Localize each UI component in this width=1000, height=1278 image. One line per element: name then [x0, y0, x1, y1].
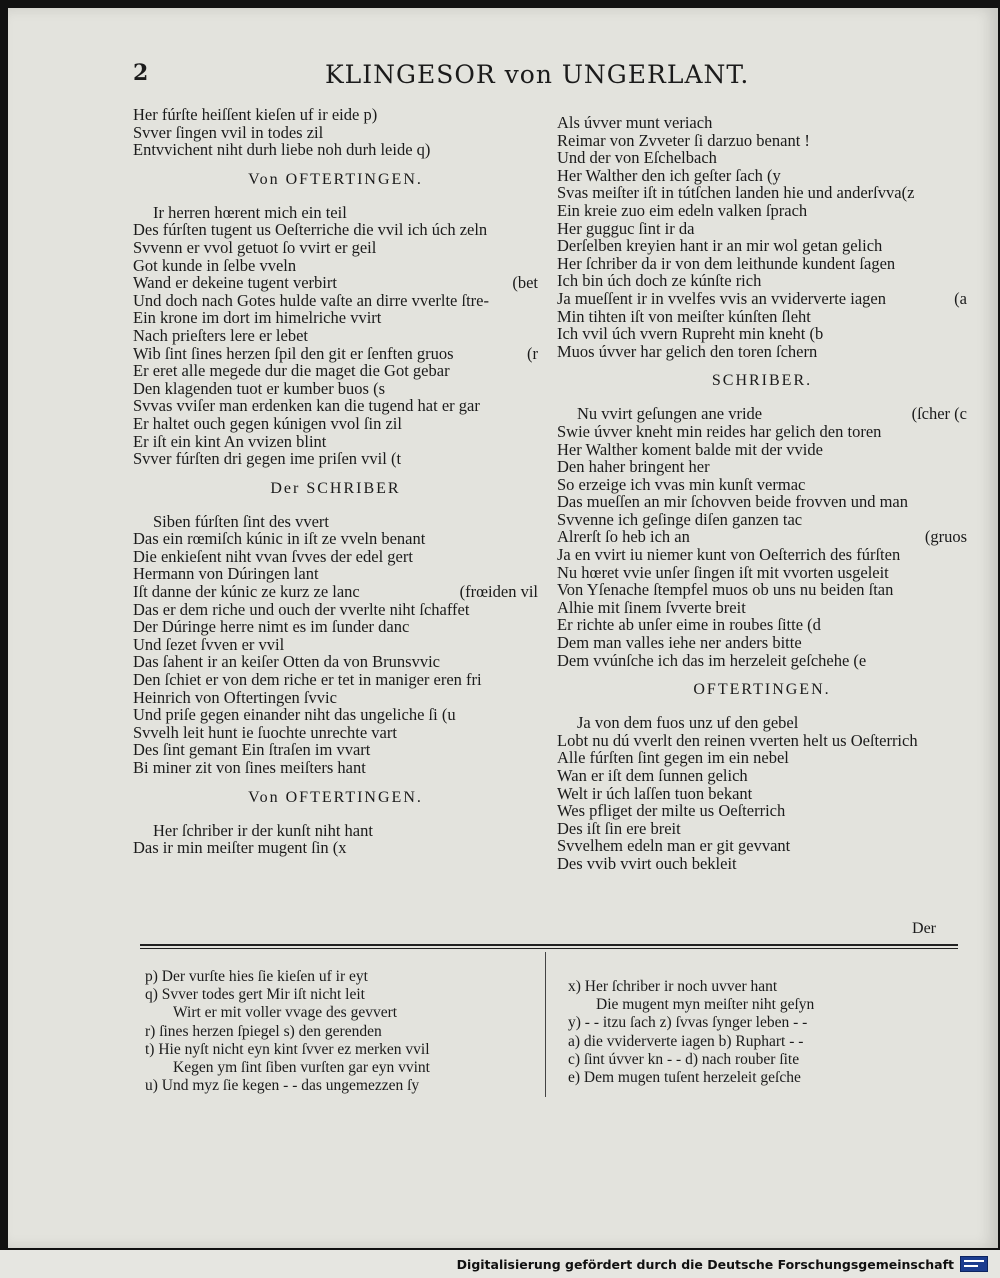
verse-line: Siben fúrſten ſint des vvert [153, 511, 329, 531]
verse-line: Und doch nach Gotes hulde vaſte an dirre vverlte ſtre- [133, 290, 489, 310]
footnote: r) ſines herzen ſpiegel s) den gerenden [145, 1022, 382, 1040]
footnote-marker: (s [373, 378, 386, 398]
verse-line: Des vvib vvirt ouch bekleit [557, 853, 737, 873]
verse-line [557, 184, 967, 202]
section-heading: OFTERTINGEN. [693, 681, 831, 699]
footnotes-left [145, 968, 535, 1095]
verse-line: Als úvver munt veriach [557, 113, 713, 132]
verse-line: Des fúrſten tugent us Oeſterriche die vvil ich úch zeln [133, 220, 488, 240]
right-column [557, 114, 967, 873]
verse-line [133, 839, 538, 857]
verse-line: Das er dem riche und ouch der vverlte niht ſchaffet [133, 599, 470, 619]
dfg-logo-icon [960, 1256, 988, 1272]
verse-line: Nu hœret vvie unſer ſingen iſt mit vvorten usgeleit [557, 562, 889, 582]
turnover-fragment: (gruos [924, 527, 967, 547]
left-column [133, 106, 538, 857]
verse-line: Er haltet ouch gegen kúnigen vvol ſin zil [133, 413, 402, 433]
verse-line: Welt ir úch laſſen tuon bekant [557, 783, 753, 803]
verse-line: Svvelhem edeln man er git gevvant [557, 836, 791, 856]
verse-line: Nach prieſters lere er lebet [133, 325, 308, 345]
footnote: y) - - itzu ſach z) ſvvas ſynger leben - - [568, 1014, 808, 1032]
verse-line [133, 345, 538, 363]
verse-line: Ja von dem fuos unz uf den gebel [577, 713, 799, 733]
footnote: t) Hie nyſt nicht eyn kint ſvver ez merken vvil [145, 1040, 430, 1058]
verse-line [133, 583, 538, 601]
verse-line: Ein krone im dort im himelriche vvirt [133, 308, 382, 328]
footnote: Die mugent myn meiſter niht geſyn [596, 996, 815, 1014]
footnote: e) Dem mugen tuſent herzeleit geſche [568, 1068, 801, 1086]
catchword: Der [912, 920, 936, 937]
verse-line: Alle fúrſten ſint gegen im ein nebel [557, 748, 789, 768]
verse-line [133, 380, 538, 398]
verse-line: Swie úvver kneht min reides har gelich den toren [557, 421, 882, 441]
verse-line: Er iſt ein kint An vvizen blint [133, 431, 327, 451]
verse-text: Wand er dekeine tugent verbirt [133, 273, 337, 293]
verse-line: Ja en vvirt iu niemer kunt von Oeſterrich des fúrſten [557, 545, 901, 565]
footnote-marker: (a [954, 288, 967, 308]
verse-text: Und priſe gegen einander niht das ungeliche ſi [133, 705, 438, 725]
verse-line: Wan er iſt dem ſunnen gelich [557, 766, 748, 785]
verse-line [133, 706, 538, 724]
verse-line: Die enkieſent niht vvan ſvves der edel gert [133, 546, 413, 566]
footnote-marker: (t [390, 449, 402, 469]
section-heading: Der SCHRIBER [270, 479, 401, 497]
verse-line: Entvvichent niht durh liebe noh durh leide q) [133, 140, 431, 160]
footnotes-right [568, 978, 958, 1087]
running-head [0, 60, 1000, 90]
verse-line: Bi miner zit von ſines meiſters hant [133, 758, 366, 777]
verse-line [557, 405, 967, 423]
section-heading: Von OFTERTINGEN. [248, 170, 423, 188]
footnote: u) Und myz ſie kegen - - das ungemezzen ſy [145, 1077, 420, 1095]
verse-line: Alhie mit ſinem ſvverte breit [557, 597, 746, 617]
verse-line: Reimar von Zvveter ſi darzuo benant ! [557, 130, 810, 150]
footnote: a) die vviderverte iagen b) Ruphart - - [568, 1032, 804, 1050]
section-heading: Von OFTERTINGEN. [248, 788, 423, 806]
verse-text: Wib ſint ſines herzen ſpil den git er ſenften gruos [133, 343, 454, 363]
footnote-rule [140, 944, 958, 946]
page-number: 2 [133, 60, 149, 86]
footnote: c) ſint úvver kn - - d) nach rouber ſite [568, 1050, 800, 1068]
footnote: p) Der vurſte hies ſie kieſen uf ir eyt [145, 968, 368, 985]
verse-line: Wes pfliget der milte us Oeſterrich [557, 801, 786, 821]
verse-text: Alrerſt ſo heb ich an [557, 527, 690, 547]
verse-text: Das ir min meiſter mugent ſin [133, 838, 329, 858]
verse-line: Muos úvver har gelich den toren ſchern [557, 341, 818, 361]
turnover-fragment: (frœiden vil [459, 582, 538, 602]
verse-text: Er richte ab unſer eime in roubes ſitte [557, 615, 804, 635]
footnote-marker: (u [441, 705, 456, 725]
verse-line: Her ſchriber da ir von dem leithunde kundent ſagen [557, 253, 896, 273]
turnover-fragment: (bet [512, 273, 538, 293]
verse-text: Dem vvúnſche ich das im herzeleit geſchehe [557, 650, 850, 670]
verse-line: Dem man valles iehe ner anders bitte [557, 633, 802, 653]
verse-text: Nu vvirt geſungen ane vride [577, 404, 763, 424]
verse-line: Svvenne ich geſinge diſen ganzen tac [557, 509, 803, 529]
verse-line: Und der von Eſchelbach [557, 148, 717, 168]
verse-line: Das ein rœmiſch kúnic in iſt ze vveln benant [133, 529, 426, 549]
verse-text: Her Walther den ich geſter ſach [557, 165, 763, 185]
verse-line: Svvenn er vvol getuot ſo vvirt er geil [133, 237, 377, 257]
verse-line: Svver ſingen vvil in todes zil [133, 122, 324, 142]
verse-text: Ich vvil úch vvern Rupreht min kneht [557, 324, 806, 344]
verse-text: Den klagenden tuot er kumber buos [133, 378, 369, 398]
verse-line: Min tihten iſt von meiſter kúnſten ſleht [557, 306, 811, 326]
verse-line: Ich bin úch doch ze kúnſte rich [557, 271, 762, 291]
verse-line: Das ſahent ir an keiſer Otten da von Brunsvvic [133, 652, 440, 672]
footnote-divider [545, 952, 546, 1097]
verse-line: Und ſezet ſvven er vvil [133, 634, 285, 654]
footnote-marker: (d [807, 615, 821, 635]
verse-line: Svvas vviſer man erdenken kan die tugend hat er gar [133, 396, 480, 416]
verse-line [557, 528, 967, 546]
verse-line: Got kunde in ſelbe vveln [133, 255, 297, 275]
footnote: q) Svver todes gert Mir iſt nicht leit [145, 986, 365, 1004]
footnote-marker: (r [527, 343, 538, 363]
footnote-rule-thin [140, 948, 958, 949]
verse-line [557, 325, 967, 343]
verse-line: Den ſchiet er von dem riche er tet in maniger eren fri [133, 670, 482, 690]
verse-line: Her Walther koment balde mit der vvide [557, 439, 823, 459]
verse-text: Svver fúrſten dri gegen ime priſen vvil [133, 449, 387, 469]
verse-line: Ein kreie zuo eim edeln valken ſprach [557, 200, 808, 220]
verse-line: Von Yſenache ſtempfel muos ob uns nu beiden ſtan [557, 580, 894, 600]
funding-credit-text: Digitalisierung gefördert durch die Deutsche Forschungsgemeinschaft [456, 1256, 954, 1272]
running-title: KLINGESOR von UNGERLANT. [325, 60, 750, 89]
turnover-fragment: (ſcher (c [911, 404, 967, 424]
verse-line: Hermann von Dúringen lant [133, 564, 319, 584]
funding-credit [457, 1254, 988, 1274]
verse-line: Lobt nu dú vverlt den reinen vverten helt us Oeſterrich [557, 730, 918, 750]
verse-line [133, 450, 538, 468]
verse-text: Iſt danne der kúnic ze kurz ze lanc [133, 582, 360, 602]
verse-line: Der Dúringe herre nimt es im ſunder danc [133, 617, 410, 637]
verse-line: Des ſint gemant Ein ſtraſen im vvart [133, 740, 371, 760]
verse-line: Heinrich von Oftertingen ſvvic [133, 687, 337, 707]
verse-line: Er eret alle megede dur die maget die Got gebar [133, 361, 450, 381]
verse-text: Ja mueſſent ir in vvelfes vvis an vviderverte iagen [557, 288, 886, 308]
section-heading: SCHRIBER. [711, 372, 813, 390]
verse-line: So erzeige ich vvas min kunſt vermac [557, 474, 806, 494]
verse-line [133, 274, 538, 292]
footnote: x) Her ſchriber ir noch uvver hant [568, 978, 778, 995]
verse-line: Her fúrſte heiſſent kieſen uf ir eide p) [133, 105, 378, 124]
verse-line: Den haher bringent her [557, 457, 710, 477]
verse-line: Derſelben kreyien hant ir an mir wol getan gelich [557, 236, 883, 256]
verse-line [557, 167, 967, 185]
footnote-marker: (x [332, 838, 347, 858]
verse-line: Her gugguc ſint ir da [557, 218, 695, 238]
verse-line: Her ſchriber ir der kunſt niht hant [153, 820, 373, 840]
footnote-marker: (b [809, 324, 824, 344]
footnote-marker: (e [853, 650, 867, 670]
verse-text: Svas meiſter iſt in tútſchen landen hie und anderſvva [557, 183, 902, 203]
footnote-marker: (y [767, 165, 781, 185]
verse-line: Ir herren hœrent mich ein teil [153, 202, 347, 222]
verse-line [557, 616, 967, 634]
footnote-marker: (z [901, 183, 915, 203]
verse-line [557, 290, 967, 308]
verse-line: Des iſt ſin ere breit [557, 818, 681, 838]
footnote: Kegen ym ſint ſiben vurſten gar eyn vvint [173, 1058, 430, 1076]
footnote: Wirt er mit voller vvage des gevvert [173, 1004, 398, 1022]
verse-line [557, 652, 967, 670]
verse-line: Das mueſſen an mir ſchovven beide frovven und man [557, 492, 908, 512]
verse-line: Svvelh leit hunt ie ſuochte unrechte vart [133, 722, 397, 742]
